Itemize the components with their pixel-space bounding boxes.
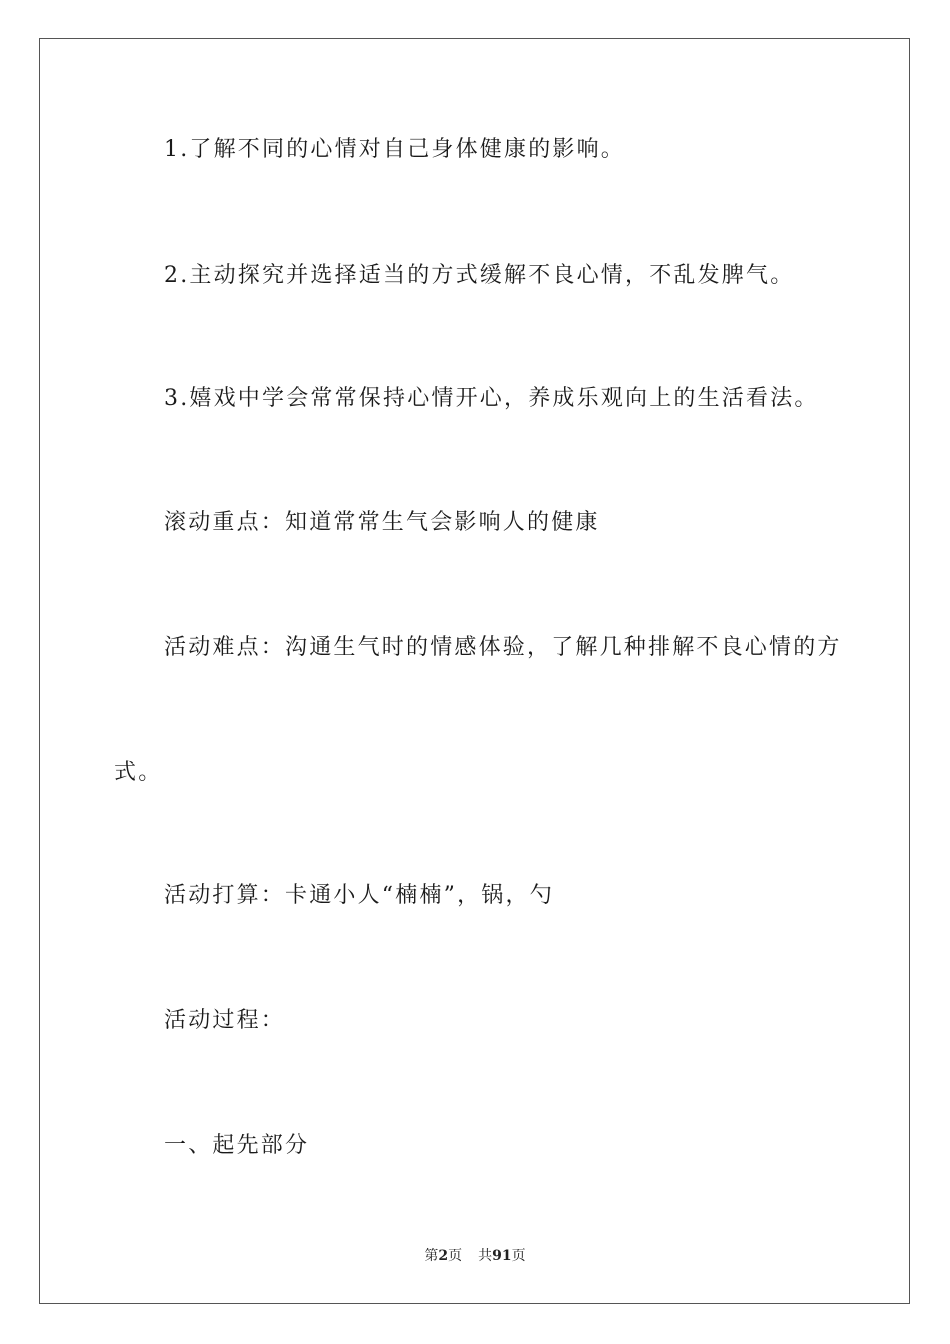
objective-3: 3.嬉戏中学会常常保持心情开心，养成乐观向上的生活看法。 — [164, 386, 819, 411]
objective-2: 2.主动探究并选择适当的方式缓解不良心情，不乱发脾气。 — [164, 263, 795, 288]
total-pages-number: 91 — [492, 1248, 512, 1264]
page-prefix: 第 — [424, 1248, 439, 1264]
section-heading-start: 一、起先部分 — [164, 1133, 310, 1158]
page-suffix: 页 — [448, 1248, 463, 1264]
activity-difficulty-continued: 式。 — [114, 760, 163, 785]
activity-difficulty: 活动难点：沟通生气时的情感体验，了解几种排解不良心情的方 — [164, 635, 842, 660]
activity-process-heading: 活动过程： — [164, 1008, 286, 1033]
objective-1: 1.了解不同的心情对自己身体健康的影响。 — [164, 137, 625, 162]
activity-focus: 滚动重点：知道常常生气会影响人的健康 — [164, 510, 600, 535]
activity-preparation: 活动打算：卡通小人“楠楠”，锅，勺 — [164, 883, 554, 908]
page-frame — [39, 38, 910, 1304]
page-current-number: 2 — [438, 1248, 449, 1264]
page-footer — [0, 1246, 950, 1266]
total-prefix: 共 — [478, 1248, 493, 1264]
total-suffix: 页 — [511, 1248, 526, 1264]
